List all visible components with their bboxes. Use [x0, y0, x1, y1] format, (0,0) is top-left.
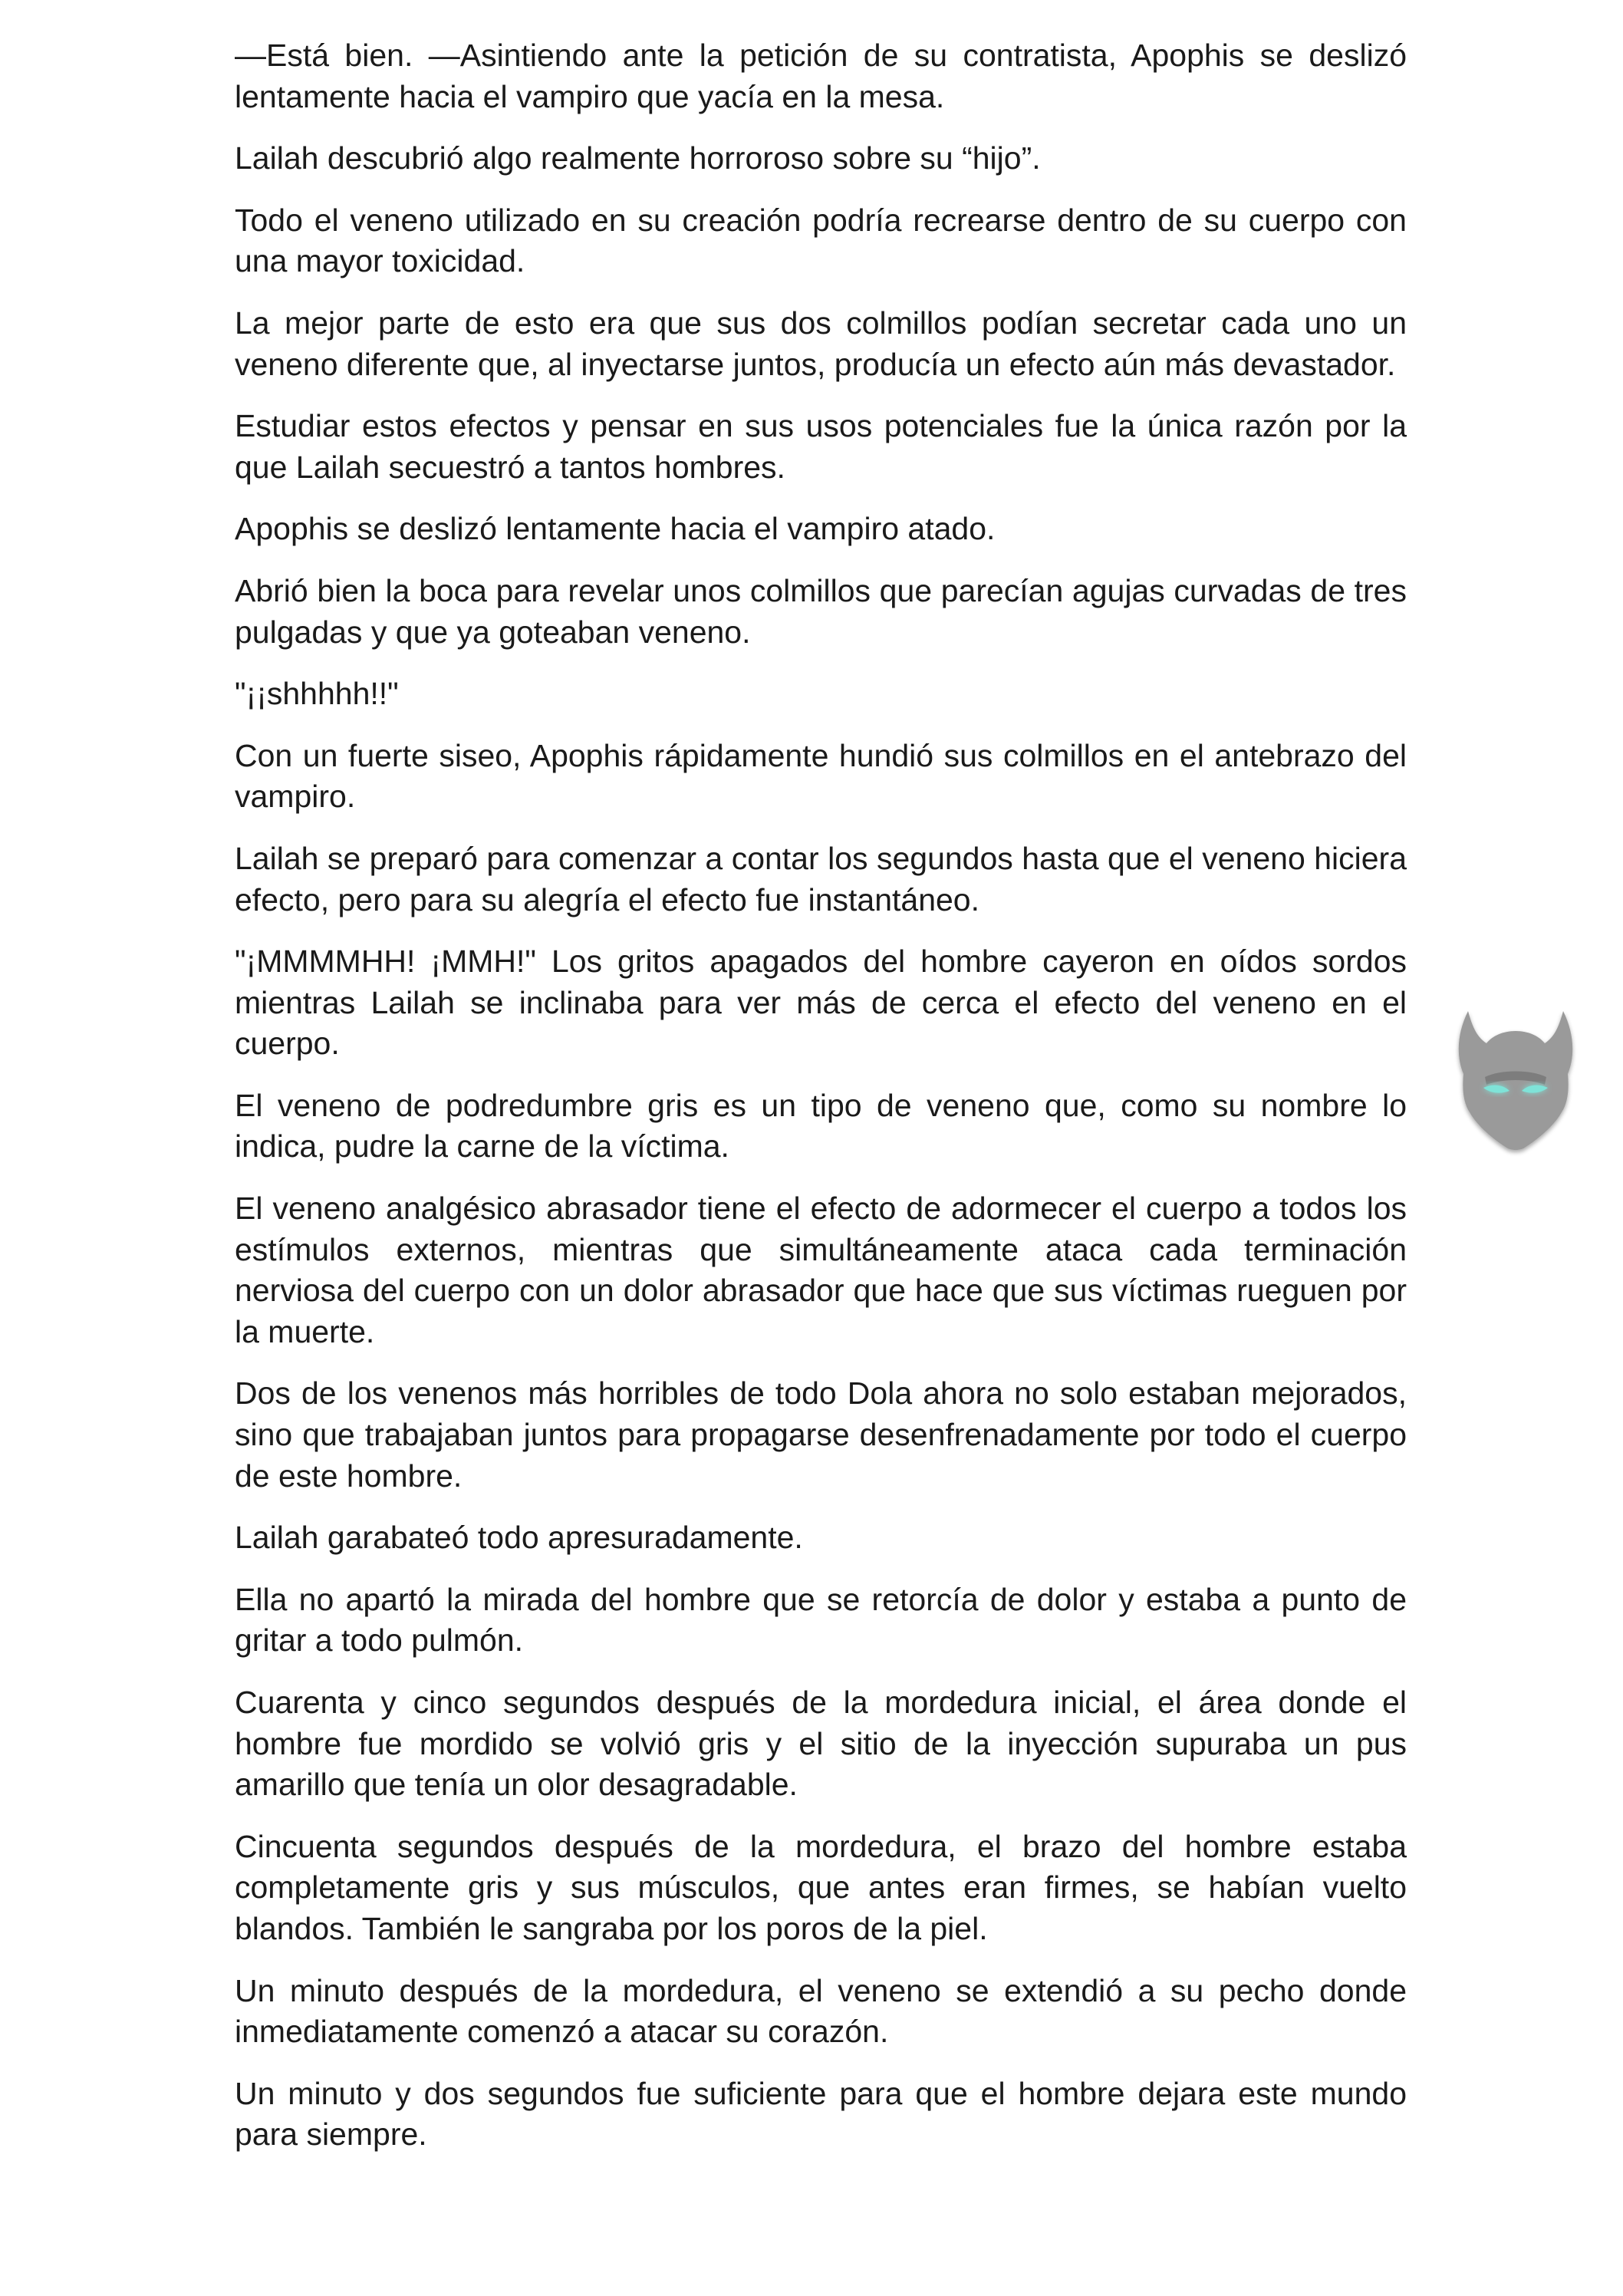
page-text [235, 35, 1407, 2176]
paragraph: —Está bien. —Asintiendo ante la petición de su contratista, Apophis se deslizó lentamente hacia el vampiro que yacía en la mesa. [235, 38, 1407, 114]
paragraph: Un minuto después de la mordedura, el veneno se extendió a su pecho donde inmediatamente comenzó a atacar su corazón. [235, 1972, 1407, 2050]
paragraph: Con un fuerte siseo, Apophis rápidamente hundió sus colmillos en el antebrazo del vampiro. [235, 737, 1407, 815]
paragraph: Ella no apartó la mirada del hombre que se retorcía de dolor y estaba a punto de gritar a todo pulmón. [235, 1581, 1407, 1659]
demon-head-icon [1439, 997, 1592, 1166]
paragraph: La mejor parte de esto era que sus dos colmillos podían secretar cada uno un veneno diferente que, al inyectarse juntos, producía un efecto aún más devastador. [235, 305, 1407, 382]
paragraph: El veneno analgésico abrasador tiene el efecto de adormecer el cuerpo a todos los estímulos externos, mientras que simultáneamente ataca cada terminación nerviosa del cuerpo con un dolor abrasador que hace que sus víctimas rueguen por la muerte. [235, 1191, 1407, 1349]
paragraph: Lailah garabateó todo apresuradamente. [235, 1520, 803, 1556]
paragraph: Cuarenta y cinco segundos después de la mordedura inicial, el área donde el hombre fue mordido se volvió gris y el sitio de la inyección supuraba un pus amarillo que tenía un olor desagradable. [235, 1685, 1407, 1803]
paragraph: "¡MMMMHH! ¡MMH!" Los gritos apagados del hombre cayeron en oídos sordos mientras Lailah se inclinaba para ver más de cerca el efecto del veneno en el cuerpo. [235, 944, 1407, 1062]
paragraph: Cincuenta segundos después de la mordedura, el brazo del hombre estaba completamente gris y sus músculos, que antes eran firmes, se habían vuelto blandos. También le sangraba por los poros de la piel. [235, 1828, 1407, 1946]
paragraph: "¡¡shhhhh!!" [235, 676, 399, 712]
paragraph: Todo el veneno utilizado en su creación podría recrearse dentro de su cuerpo con una mayor toxicidad. [235, 202, 1407, 279]
paragraph: Abrió bien la boca para revelar unos colmillos que parecían agujas curvadas de tres pulgadas y que ya goteaban veneno. [235, 572, 1407, 650]
paragraph: El veneno de podredumbre gris es un tipo de veneno que, como su nombre lo indica, pudre la carne de la víctima. [235, 1087, 1407, 1164]
paragraph: Lailah descubrió algo realmente horroroso sobre su “hijo”. [235, 140, 1041, 176]
paragraph: Lailah se preparó para comenzar a contar los segundos hasta que el veneno hiciera efecto, pero para su alegría el efecto fue instantáneo. [235, 840, 1407, 917]
paragraph: Dos de los venenos más horribles de todo Dola ahora no solo estaban mejorados, sino que trabajaban juntos para propagarse desenfrenadamente por todo el cuerpo de este hombre. [235, 1375, 1407, 1494]
paragraph: Un minuto y dos segundos fue suficiente para que el hombre dejara este mundo para siempre. [235, 2075, 1407, 2153]
paragraph: Estudiar estos efectos y pensar en sus usos potenciales fue la única razón por la que Lailah secuestró a tantos hombres. [235, 408, 1407, 485]
paragraph: Apophis se deslizó lentamente hacia el vampiro atado. [235, 511, 996, 547]
